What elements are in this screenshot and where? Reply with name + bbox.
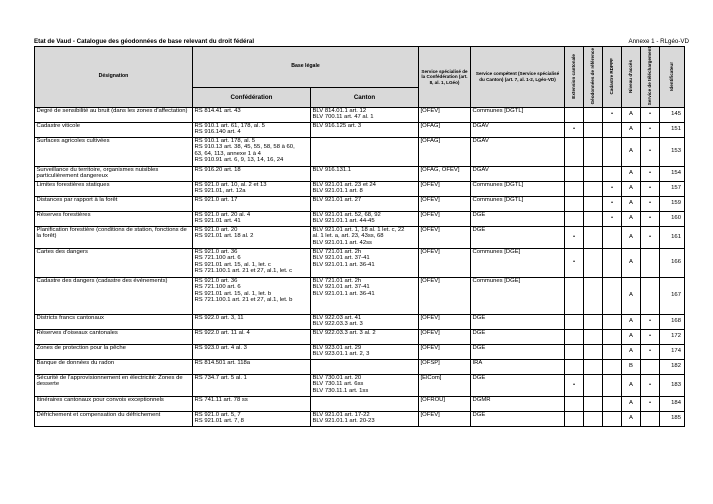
base-confederation-cell-line: RS 921.0 art. 10, al. 2 et 13 — [194, 181, 267, 188]
base-confederation-cell — [193, 344, 311, 359]
identificateur-cell: 172 — [660, 329, 685, 344]
table-row — [35, 314, 685, 329]
base-confederation-cell — [193, 137, 311, 166]
header-geodonnees-reference: Géodonnées de référence — [584, 47, 603, 108]
service-telechargement-cell: • — [641, 329, 660, 344]
service-telechargement-cell: • — [641, 374, 660, 396]
niveau-acces-cell: A — [622, 411, 641, 426]
base-canton-cell — [311, 277, 419, 314]
service-telechargement-cell: • — [641, 344, 660, 359]
base-confederation-cell-line: RS 922.0 art. 11 al. 4 — [194, 329, 250, 336]
base-canton-cell-line: BLV 923.01 art. 29 — [312, 344, 362, 351]
base-confederation-cell-line: RS 814.41 art. 43 — [194, 107, 241, 114]
geodonnees-reference-cell — [584, 248, 603, 277]
extension-cantonale-cell — [565, 196, 584, 211]
extension-cantonale-cell — [565, 359, 584, 374]
geodonnees-reference-cell — [584, 411, 603, 426]
base-canton-cell-line: BLV 921.01 art. 37-41 — [312, 255, 370, 262]
base-confederation-cell-line: RS 721.100 art. 6 — [194, 284, 241, 291]
base-confederation-cell-line: RS 921.01 art. 15, al. 1, let. c — [194, 261, 271, 268]
base-confederation-cell — [193, 411, 311, 426]
header-cadastre-rdppf: Cadastre RDPPF — [603, 47, 622, 108]
header-service-telechargement: Service de téléchargement — [641, 47, 660, 108]
base-canton-cell — [311, 137, 419, 166]
niveau-acces-cell: A — [622, 196, 641, 211]
cadastre-rdppf-cell — [603, 359, 622, 374]
base-confederation-cell — [193, 211, 311, 226]
base-confederation-cell-line: RS 921.01 art. 7, 8 — [194, 418, 244, 425]
extension-cantonale-cell — [565, 344, 584, 359]
base-canton-cell-line: BLV 814.01.1 art. 12 — [312, 107, 367, 114]
extension-cantonale-cell — [565, 181, 584, 196]
table-row — [35, 344, 685, 359]
niveau-acces-cell: A — [622, 277, 641, 314]
header-designation: Désignation — [35, 47, 193, 108]
geodonnees-reference-cell — [584, 374, 603, 396]
service-telechargement-cell: • — [641, 107, 660, 122]
cadastre-rdppf-cell — [603, 329, 622, 344]
identificateur-cell: 185 — [660, 411, 685, 426]
identificateur-cell: 182 — [660, 359, 685, 374]
identificateur-cell: 166 — [660, 248, 685, 277]
extension-cantonale-cell — [565, 314, 584, 329]
extension-cantonale-cell: • — [565, 122, 584, 137]
cadastre-rdppf-cell — [603, 396, 622, 411]
service-telechargement-cell: • — [641, 181, 660, 196]
table-row — [35, 196, 685, 211]
niveau-acces-cell: B — [622, 359, 641, 374]
table-row — [35, 329, 685, 344]
service-specialise-cell: [OFEV] — [419, 277, 471, 314]
cadastre-rdppf-cell: • — [603, 196, 622, 211]
base-confederation-cell-line: RS 916.20 art. 18 — [194, 166, 241, 173]
base-confederation-cell — [193, 277, 311, 314]
base-confederation-cell — [193, 181, 311, 196]
base-confederation-cell-line: RS 921.0 art. 5, 7 — [194, 411, 241, 418]
service-specialise-cell: [OFEV] — [419, 314, 471, 329]
base-confederation-cell — [193, 359, 311, 374]
niveau-acces-cell: A — [622, 314, 641, 329]
designation-cell: Limites forestières statiques — [35, 181, 193, 196]
niveau-acces-cell: A — [622, 226, 641, 248]
geodonnees-reference-cell — [584, 196, 603, 211]
base-confederation-cell-line: RS 721.100 art. 6 — [194, 255, 241, 262]
table-row — [35, 374, 685, 396]
base-canton-cell — [311, 166, 419, 181]
extension-cantonale-cell — [565, 396, 584, 411]
niveau-acces-cell: A — [622, 107, 641, 122]
service-competent-cell: DGE — [471, 226, 565, 248]
service-telechargement-cell — [641, 359, 660, 374]
service-telechargement-cell: • — [641, 226, 660, 248]
service-competent-cell: DGAV — [471, 166, 565, 181]
base-canton-cell-line: BLV 921.01 art. 52, 68, 92 — [312, 211, 381, 218]
extension-cantonale-cell — [565, 277, 584, 314]
catalogue-table — [34, 46, 685, 427]
cadastre-rdppf-cell — [603, 314, 622, 329]
service-competent-cell: DGE — [471, 411, 565, 426]
table-row — [35, 166, 685, 181]
service-competent-cell: DGAV — [471, 122, 565, 137]
identificateur-cell: 145 — [660, 107, 685, 122]
base-confederation-cell-line: RS 721.100.1 art. 21 et 27, al.1, let. c — [194, 268, 293, 275]
niveau-acces-cell: A — [622, 329, 641, 344]
base-canton-cell — [311, 226, 419, 248]
designation-cell: Itinéraires cantonaux pour convois exceptionnels — [35, 396, 193, 411]
identificateur-cell: 157 — [660, 181, 685, 196]
base-canton-cell-line: BLV 700.11 art. 47 al. 1 — [312, 114, 374, 121]
base-confederation-cell — [193, 329, 311, 344]
base-confederation-cell — [193, 314, 311, 329]
base-canton-cell-line: BLV 721.01 art. 2h — [312, 248, 362, 255]
geodonnees-reference-cell — [584, 344, 603, 359]
service-specialise-cell: [OFAG] — [419, 137, 471, 166]
base-canton-cell — [311, 344, 419, 359]
table-row — [35, 277, 685, 314]
designation-cell: Cadastre viticole — [35, 122, 193, 137]
cadastre-rdppf-cell: • — [603, 181, 622, 196]
geodonnees-reference-cell — [584, 359, 603, 374]
geodonnees-reference-cell — [584, 226, 603, 248]
service-telechargement-cell — [641, 277, 660, 314]
service-telechargement-cell: • — [641, 396, 660, 411]
niveau-acces-cell: A — [622, 211, 641, 226]
service-specialise-cell: [OFEV] — [419, 107, 471, 122]
service-specialise-cell: [OFEV] — [419, 181, 471, 196]
base-canton-cell-line: BLV 730.01 art. 20 — [312, 374, 362, 381]
cadastre-rdppf-cell — [603, 166, 622, 181]
base-confederation-cell-line: RS 921.0 art. 36 — [194, 248, 238, 255]
service-competent-cell: Communes [DGE] — [471, 277, 565, 314]
base-canton-cell — [311, 211, 419, 226]
geodonnees-reference-cell — [584, 122, 603, 137]
designation-cell: Zones de protection pour la pêche — [35, 344, 193, 359]
header-base-legale: Base légale — [193, 47, 419, 88]
geodonnees-reference-cell — [584, 166, 603, 181]
cadastre-rdppf-cell: • — [603, 107, 622, 122]
niveau-acces-cell: A — [622, 396, 641, 411]
geodonnees-reference-cell — [584, 211, 603, 226]
cadastre-rdppf-cell — [603, 277, 622, 314]
designation-cell: Sécurité de l'approvisionnement en électricité: Zones de desserte — [35, 374, 193, 396]
annex-label: Annexe 1 - RLgéo-VD — [628, 38, 689, 45]
base-confederation-cell-line: RS 921.0 art. 36 — [194, 277, 238, 284]
identificateur-cell: 174 — [660, 344, 685, 359]
document-title: Etat de Vaud - Catalogue des géodonnées de base relevant du droit fédéral — [34, 38, 255, 45]
header-service-specialise: Service spécialisé de la Confédération (art. 8, al. 1, LGéo) — [419, 47, 471, 108]
designation-cell: Réserves forestières — [35, 211, 193, 226]
service-specialise-cell: [OFEV] — [419, 248, 471, 277]
base-confederation-cell-line: RS 921.0 art. 20 — [194, 226, 238, 233]
base-confederation-cell — [193, 248, 311, 277]
base-canton-cell-line: al. 1 let. a, art. 23, 43ss, 68 — [312, 233, 384, 240]
service-specialise-cell: [OFSP] — [419, 359, 471, 374]
base-confederation-cell — [193, 226, 311, 248]
service-telechargement-cell: • — [641, 196, 660, 211]
cadastre-rdppf-cell — [603, 137, 622, 166]
niveau-acces-cell: A — [622, 374, 641, 396]
service-specialise-cell: [OFEV] — [419, 211, 471, 226]
table-row — [35, 211, 685, 226]
base-canton-cell-line: BLV 921.01 art. 37-41 — [312, 284, 370, 291]
base-confederation-cell — [193, 396, 311, 411]
base-canton-cell — [311, 329, 419, 344]
service-competent-cell: DGAV — [471, 137, 565, 166]
extension-cantonale-cell — [565, 211, 584, 226]
identificateur-cell: 161 — [660, 226, 685, 248]
niveau-acces-cell: A — [622, 166, 641, 181]
base-confederation-cell-line: RS 910.91 art. 6, 9, 13, 14, 16, 24 — [194, 157, 284, 164]
niveau-acces-cell: A — [622, 122, 641, 137]
service-specialise-cell: [OFAG, OFEV] — [419, 166, 471, 181]
geodonnees-reference-cell — [584, 329, 603, 344]
table-row — [35, 226, 685, 248]
base-canton-cell-line: BLV 921.01.1 art. 44-45 — [312, 218, 375, 225]
designation-cell: Défrichement et compensation du défrichement — [35, 411, 193, 426]
identificateur-cell: 168 — [660, 314, 685, 329]
service-competent-cell: DGE — [471, 329, 565, 344]
niveau-acces-cell: A — [622, 344, 641, 359]
base-canton-cell-line: BLV 921.01.1 art. 42ss — [312, 239, 372, 246]
base-canton-cell-line: BLV 916.125 art. 3 — [312, 122, 362, 129]
service-competent-cell: DGMR — [471, 396, 565, 411]
service-telechargement-cell: • — [641, 314, 660, 329]
table-row — [35, 396, 685, 411]
designation-cell: Surveillance du territoire, organismes nuisibles particulièrement dangereux — [35, 166, 193, 181]
service-telechargement-cell: • — [641, 211, 660, 226]
service-competent-cell: Communes [DGE] — [471, 248, 565, 277]
designation-cell: Cadastre des dangers (cadastre des événements) — [35, 277, 193, 314]
base-canton-cell-line: BLV 921.01.1 art. 36-41 — [312, 290, 375, 297]
service-specialise-cell: [OFEV] — [419, 226, 471, 248]
base-canton-cell-line: BLV 921.01 art. 23 et 24 — [312, 181, 376, 188]
base-canton-cell-line: BLV 721.01 art. 2h — [312, 277, 362, 284]
service-telechargement-cell: • — [641, 122, 660, 137]
base-confederation-cell-line: RS 922.0 art. 3, 11 — [194, 314, 244, 321]
service-specialise-cell: [OFEV] — [419, 329, 471, 344]
header-canton: Canton — [311, 88, 419, 108]
base-confederation-cell — [193, 374, 311, 396]
table-row — [35, 411, 685, 426]
extension-cantonale-cell — [565, 166, 584, 181]
geodonnees-reference-cell — [584, 181, 603, 196]
extension-cantonale-cell — [565, 137, 584, 166]
base-confederation-cell-line: RS 921.01 art. 15, al. 1, let. b — [194, 290, 272, 297]
extension-cantonale-cell: • — [565, 226, 584, 248]
base-confederation-cell-line: RS 921.01 art. 41 — [194, 218, 241, 225]
base-confederation-cell — [193, 122, 311, 137]
cadastre-rdppf-cell — [603, 248, 622, 277]
service-competent-cell: IRA — [471, 359, 565, 374]
identificateur-cell: 183 — [660, 374, 685, 396]
service-telechargement-cell — [641, 411, 660, 426]
geodonnees-reference-cell — [584, 396, 603, 411]
base-confederation-cell-line: RS 741.11 art. 78 ss — [194, 396, 248, 403]
table-row — [35, 107, 685, 122]
base-canton-cell — [311, 374, 419, 396]
niveau-acces-cell: A — [622, 137, 641, 166]
designation-cell: Distances par rapport à la forêt — [35, 196, 193, 211]
base-canton-cell-line: BLV 730.11.1 art. 1ss — [312, 387, 369, 394]
service-telechargement-cell: • — [641, 137, 660, 166]
service-telechargement-cell: • — [641, 166, 660, 181]
extension-cantonale-cell — [565, 329, 584, 344]
cadastre-rdppf-cell — [603, 344, 622, 359]
base-canton-cell — [311, 122, 419, 137]
designation-cell: Réserves d'oiseaux cantonales — [35, 329, 193, 344]
service-competent-cell: Communes [DGTL] — [471, 107, 565, 122]
geodonnees-reference-cell — [584, 314, 603, 329]
base-canton-cell-line: BLV 916.131.1 — [312, 166, 352, 173]
base-canton-cell — [311, 411, 419, 426]
cadastre-rdppf-cell — [603, 122, 622, 137]
base-canton-cell — [311, 107, 419, 122]
base-canton-cell-line: BLV 921.01.1 art. 36-41 — [312, 261, 375, 268]
service-specialise-cell: [ElCom] — [419, 374, 471, 396]
table-row — [35, 137, 685, 166]
base-canton-cell — [311, 248, 419, 277]
base-confederation-cell-line: RS 921.0 art. 20 al. 4 — [194, 211, 251, 218]
designation-cell: Districts francs cantonaux — [35, 314, 193, 329]
service-competent-cell: Communes [DGTL] — [471, 196, 565, 211]
service-competent-cell: DGE — [471, 344, 565, 359]
niveau-acces-cell: A — [622, 181, 641, 196]
base-confederation-cell-line: RS 910.1 art. 61, 178, al. 5 — [194, 122, 265, 129]
base-canton-cell — [311, 359, 419, 374]
service-competent-cell: Communes [DGTL] — [471, 181, 565, 196]
base-canton-cell — [311, 196, 419, 211]
service-specialise-cell: [OFEV] — [419, 344, 471, 359]
table-row — [35, 181, 685, 196]
extension-cantonale-cell — [565, 411, 584, 426]
designation-cell: Surfaces agricoles cultivées — [35, 137, 193, 166]
base-canton-cell — [311, 314, 419, 329]
designation-cell: Banque de données du radon — [35, 359, 193, 374]
cadastre-rdppf-cell: • — [603, 211, 622, 226]
service-competent-cell: DGE — [471, 374, 565, 396]
base-confederation-cell-line: RS 814.501 art. 118a — [194, 359, 251, 366]
designation-cell: Cartes des dangers — [35, 248, 193, 277]
service-specialise-cell: [OFEV] — [419, 411, 471, 426]
geodonnees-reference-cell — [584, 107, 603, 122]
base-canton-cell — [311, 181, 419, 196]
base-canton-cell-line: BLV 922.03.3 art. 3 — [312, 321, 363, 328]
base-confederation-cell — [193, 166, 311, 181]
base-confederation-cell-line: RS 910.1 art. 178, al. 5 — [194, 137, 256, 144]
cadastre-rdppf-cell — [603, 411, 622, 426]
extension-cantonale-cell: • — [565, 248, 584, 277]
base-canton-cell-line: BLV 921.01 art. 17-22 — [312, 411, 370, 418]
geodonnees-reference-cell — [584, 277, 603, 314]
service-competent-cell: DGE — [471, 314, 565, 329]
base-canton-cell-line: BLV 921.01 art. 1, 18 al. 1 let. c, 22 — [312, 226, 405, 233]
base-canton-cell-line: BLV 921.01.1 art. 20-23 — [312, 418, 375, 425]
header-niveau-acces: Niveau d'accès — [622, 47, 641, 108]
service-telechargement-cell — [641, 248, 660, 277]
service-specialise-cell: [OFEV] — [419, 196, 471, 211]
header-extension-cantonale: Extension cantonale — [565, 47, 584, 108]
service-specialise-cell: [OFAG] — [419, 122, 471, 137]
service-specialise-cell: [OFROU] — [419, 396, 471, 411]
base-confederation-cell-line: RS 921.01, art. 12a — [194, 188, 246, 195]
identificateur-cell: 160 — [660, 211, 685, 226]
base-confederation-cell-line: RS 921.0 art. 17 — [194, 196, 238, 203]
identificateur-cell: 154 — [660, 166, 685, 181]
table-row — [35, 248, 685, 277]
base-confederation-cell-line: RS 916.140 art. 4 — [194, 129, 241, 136]
base-confederation-cell-line: RS 910.13 art. 38, 45, 55, 58, 58 à 60, — [194, 144, 295, 151]
base-canton-cell-line: BLV 921.01.1 art. 8 — [312, 188, 363, 195]
designation-cell: Degré de sensibilité au bruit (dans les zones d'affectation) — [35, 107, 193, 122]
base-canton-cell-line: BLV 923.01.1 art. 2, 3 — [312, 351, 370, 358]
extension-cantonale-cell — [565, 107, 584, 122]
niveau-acces-cell: A — [622, 248, 641, 277]
base-confederation-cell-line: RS 921.01 art. 18 al. 2 — [194, 233, 254, 240]
base-confederation-cell-line: RS 734.7 art. 5 al. 1 — [194, 374, 247, 381]
base-canton-cell-line: BLV 922.03.3 art. 3 al. 2 — [312, 329, 376, 336]
base-confederation-cell — [193, 107, 311, 122]
table-row — [35, 359, 685, 374]
header-identificateur: Identificateur — [660, 47, 685, 108]
identificateur-cell: 159 — [660, 196, 685, 211]
base-canton-cell-line: BLV 730.11 art. 6ss — [312, 381, 364, 388]
identificateur-cell: 167 — [660, 277, 685, 314]
designation-cell: Planification forestière (conditions de station, fonctions de la forêt) — [35, 226, 193, 248]
base-confederation-cell-line: RS 923.0 art. 4 al. 3 — [194, 344, 247, 351]
geodonnees-reference-cell — [584, 137, 603, 166]
identificateur-cell: 184 — [660, 396, 685, 411]
base-confederation-cell — [193, 196, 311, 211]
service-competent-cell: DGE — [471, 211, 565, 226]
base-confederation-cell-line: 63, 64, 113, annexe 1 à 4 — [194, 150, 261, 157]
header-service-competent: Service compétent (Service spécialisé du Canton) (art. 7, al. 1-2, Lgéo-VD) — [471, 47, 565, 108]
base-canton-cell-line: BLV 921.01 art. 27 — [312, 196, 362, 203]
extension-cantonale-cell: • — [565, 374, 584, 396]
cadastre-rdppf-cell — [603, 226, 622, 248]
cadastre-rdppf-cell — [603, 374, 622, 396]
base-canton-cell-line: BLV 922.03 art. 41 — [312, 314, 362, 321]
header-confederation: Confédération — [193, 88, 311, 108]
table-row — [35, 122, 685, 137]
identificateur-cell: 153 — [660, 137, 685, 166]
base-confederation-cell-line: RS 721.100.1 art. 21 et 27, al.1, let. b — [194, 297, 293, 304]
identificateur-cell: 151 — [660, 122, 685, 137]
base-canton-cell — [311, 396, 419, 411]
